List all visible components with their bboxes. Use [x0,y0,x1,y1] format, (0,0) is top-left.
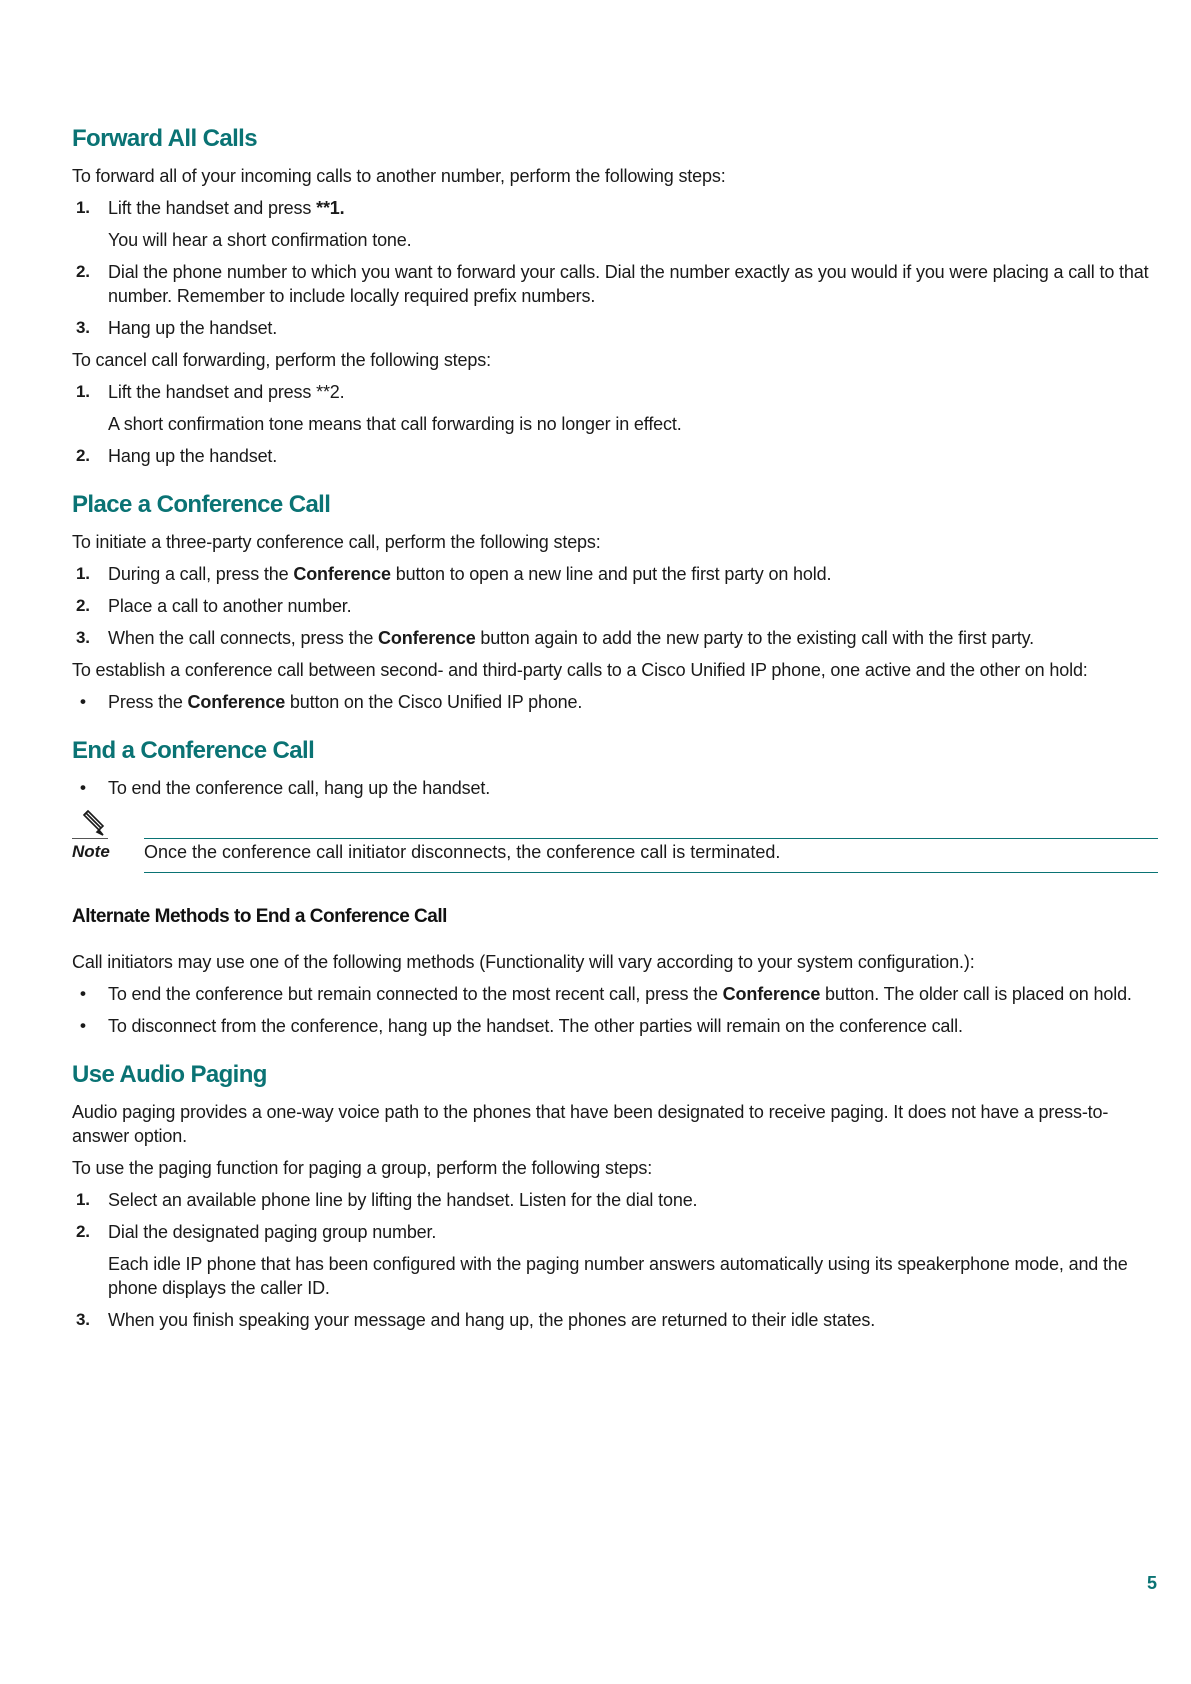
step-text: Hang up the handset. [108,446,278,466]
forward-step-1 [72,192,1156,224]
conference-button-label: Conference [187,692,286,712]
step-text: Select an available phone line by lifting the handset. Listen for the dial tone. [108,1190,698,1210]
step-text: button to open a new line and put the first party on hold. [390,564,832,584]
note-text: Once the conference call initiator disconnects, the conference call is terminated. [144,842,781,862]
step-number: 1. [76,1190,90,1209]
forward-step-3 [72,312,1156,344]
note-divider-left [72,838,108,839]
alternate-intro: Call initiators may use one of the following methods (Functionality will vary according to your system configuration.): [72,952,975,972]
pencil-icon [72,808,110,838]
step-text: Lift the handset and press [108,198,317,218]
paging-step-2 [72,1216,1156,1248]
conference-bullet-1 [72,686,1156,718]
cancel-step-2 [72,440,1156,472]
bullet-text: To end the conference call, hang up the handset. [108,778,491,798]
section-title-place-conference-call: Place a Conference Call [72,491,331,518]
step-number: 2. [76,1222,90,1241]
bullet-text: button. The older call is placed on hold. [820,984,1132,1004]
note-divider-bottom [144,872,1158,873]
step-number: 3. [76,318,90,337]
bullet-text: To disconnect from the conference, hang up the handset. The other parties will remain on the conference call. [108,1016,963,1036]
step-number: 2. [76,446,90,465]
conference-button-label: Conference [722,984,821,1004]
alternate-bullet-1 [72,978,1156,1010]
step-text: Dial the designated paging group number. [108,1222,437,1242]
section-title-use-audio-paging: Use Audio Paging [72,1061,267,1088]
step-number: 1. [76,382,90,401]
step-number: 2. [76,262,90,281]
paging-group-intro: To use the paging function for paging a group, perform the following steps: [72,1158,653,1178]
subsection-title-alternate-methods: Alternate Methods to End a Conference Call [72,906,447,927]
step-text: Place a call to another number. [108,596,352,616]
paging-step-2-detail: Each idle IP phone that has been configured with the paging number answers automatically using its speakerphone mode, and the phone displays the caller ID. [108,1254,1128,1298]
step-text: button again to add the new party to the existing call with the first party. [475,628,1035,648]
bullet-icon: • [80,984,86,1003]
step-number: 1. [76,564,90,583]
step-key: **1. [316,198,345,218]
paging-step-1 [72,1184,1156,1216]
section-title-forward-all-calls: Forward All Calls [72,125,257,152]
forward-intro: To forward all of your incoming calls to another number, perform the following steps: [72,166,726,186]
note-label: Note [72,842,110,861]
step-text: During a call, press the [108,564,294,584]
bullet-text: Press the [108,692,188,712]
forward-step-2 [72,256,1156,312]
conference-step-1 [72,558,1156,590]
conference-establish-text: To establish a conference call between second- and third-party calls to a Cisco Unified IP phone, one active and the other on hold: [72,660,1088,680]
bullet-text: button on the Cisco Unified IP phone. [285,692,583,712]
note-divider-top [144,838,1158,839]
step-text: Lift the handset and press **2. [108,382,345,402]
forward-step-1-detail: You will hear a short confirmation tone. [108,230,412,250]
bullet-icon: • [80,778,86,797]
page-content [72,118,1156,1336]
step-number: 3. [76,1310,90,1329]
conference-step-3 [72,622,1156,654]
paging-intro: Audio paging provides a one-way voice path to the phones that have been designated to receive paging. It does not have a press-to-answer option. [72,1102,1109,1146]
step-number: 3. [76,628,90,647]
conference-step-2 [72,590,1156,622]
note-box [72,808,1156,878]
step-text: When the call connects, press the [108,628,379,648]
section-title-end-conference-call: End a Conference Call [72,737,315,764]
paging-step-3 [72,1304,1156,1336]
conference-button-label: Conference [378,628,476,648]
cancel-step-1-detail: A short confirmation tone means that call forwarding is no longer in effect. [108,414,682,434]
cancel-forward-intro: To cancel call forwarding, perform the following steps: [72,350,491,370]
step-text: Hang up the handset. [108,318,278,338]
bullet-icon: • [80,692,86,711]
alternate-bullet-2 [72,1010,1156,1042]
bullet-icon: • [80,1016,86,1035]
step-number: 1. [76,198,90,217]
bullet-text: To end the conference but remain connected to the most recent call, press the [108,984,723,1004]
step-text: When you finish speaking your message and hang up, the phones are returned to their idle states. [108,1310,876,1330]
conference-button-label: Conference [293,564,391,584]
step-text: Dial the phone number to which you want to forward your calls. Dial the number exactly as you would if you were placing a call to that number. Remember to include locally required prefix numbers. [108,262,1149,306]
end-conference-bullet-1 [72,772,1156,804]
page-number: 5 [1146,1573,1157,1593]
step-number: 2. [76,596,90,615]
cancel-step-1 [72,376,1156,408]
conference-intro: To initiate a three-party conference call, perform the following steps: [72,532,601,552]
